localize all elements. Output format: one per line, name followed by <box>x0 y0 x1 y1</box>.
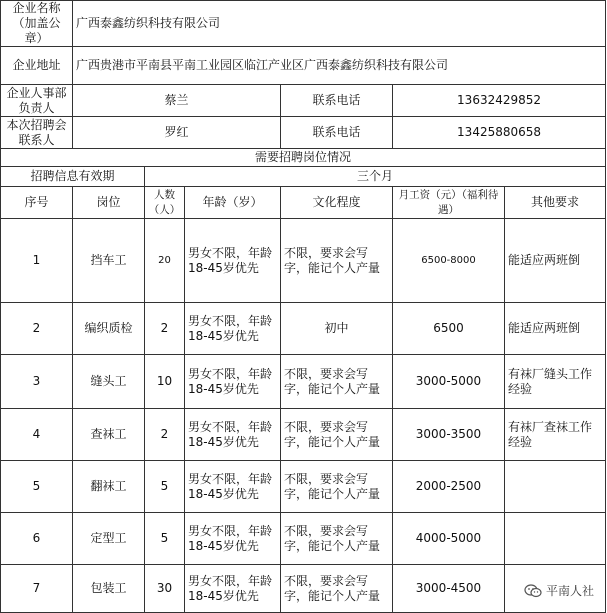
row-no: 5 <box>1 461 73 513</box>
table-row <box>1 513 606 565</box>
company-address-value: 广西贵港市平南县平南工业园区临江产业区广西泰鑫纺织科技有限公司 <box>73 47 606 85</box>
watermark-text: 平南人社 <box>545 584 594 598</box>
row-post: 查袜工 <box>73 409 145 461</box>
header-edu: 文化程度 <box>281 187 393 219</box>
table-row <box>1 565 606 613</box>
row-salary: 3000-4500 <box>393 565 505 613</box>
row-other <box>505 461 606 513</box>
row-count: 30 <box>145 565 185 613</box>
row-edu: 不限，要求会写字，能记个人产量 <box>281 355 393 409</box>
row-count: 20 <box>145 219 185 303</box>
row-no: 6 <box>1 513 73 565</box>
row-age: 男女不限，年龄18-45岁优先 <box>185 461 281 513</box>
row-other: 能适应两班倒 <box>505 219 606 303</box>
company-address-label: 企业地址 <box>1 47 73 85</box>
row-count: 5 <box>145 461 185 513</box>
header-salary: 月工资（元）（福利待遇） <box>393 187 505 219</box>
table-row <box>1 409 606 461</box>
header-other: 其他要求 <box>505 187 606 219</box>
table-row <box>1 303 606 355</box>
row-count: 2 <box>145 409 185 461</box>
row-edu: 不限，要求会写字，能记个人产量 <box>281 565 393 613</box>
watermark <box>521 581 597 600</box>
row-age: 男女不限，年龄18-45岁优先 <box>185 219 281 303</box>
row-other <box>505 513 606 565</box>
row-other: 能适应两班倒 <box>505 303 606 355</box>
row-salary: 3000-5000 <box>393 355 505 409</box>
company-address-row <box>1 47 606 85</box>
company-name-label: 企业名称（加盖公章） <box>1 1 73 47</box>
hr-label: 企业人事部负责人 <box>1 85 73 117</box>
row-salary: 3000-3500 <box>393 409 505 461</box>
table-row <box>1 219 606 303</box>
validity-label: 招聘信息有效期 <box>1 167 145 187</box>
header-no: 序号 <box>1 187 73 219</box>
hr-phone-label: 联系电话 <box>281 85 393 117</box>
row-post: 挡车工 <box>73 219 145 303</box>
row-count: 2 <box>145 303 185 355</box>
wechat-icon <box>524 584 542 598</box>
row-edu: 初中 <box>281 303 393 355</box>
header-age: 年龄（岁） <box>185 187 281 219</box>
row-post: 包装工 <box>73 565 145 613</box>
row-edu: 不限，要求会写字，能记个人产量 <box>281 513 393 565</box>
row-count: 5 <box>145 513 185 565</box>
row-no: 1 <box>1 219 73 303</box>
row-edu: 不限，要求会写字，能记个人产量 <box>281 219 393 303</box>
row-salary: 6500-8000 <box>393 219 505 303</box>
row-no: 2 <box>1 303 73 355</box>
hr-name: 蔡兰 <box>73 85 281 117</box>
table-row <box>1 355 606 409</box>
row-salary: 6500 <box>393 303 505 355</box>
validity-row <box>1 167 606 187</box>
row-count: 10 <box>145 355 185 409</box>
company-name-row <box>1 1 606 47</box>
validity-value: 三个月 <box>145 167 606 187</box>
hr-row <box>1 85 606 117</box>
contact-phone-label: 联系电话 <box>281 117 393 149</box>
row-age: 男女不限，年龄18-45岁优先 <box>185 565 281 613</box>
hr-phone: 13632429852 <box>393 85 606 117</box>
contact-label: 本次招聘会联系人 <box>1 117 73 149</box>
row-age: 男女不限，年龄18-45岁优先 <box>185 409 281 461</box>
row-age: 男女不限，年龄18-45岁优先 <box>185 355 281 409</box>
header-row <box>1 187 606 219</box>
table-row <box>1 461 606 513</box>
contact-name: 罗红 <box>73 117 281 149</box>
row-salary: 2000-2500 <box>393 461 505 513</box>
row-other: 有袜厂查袜工作经验 <box>505 409 606 461</box>
section-title-row <box>1 149 606 167</box>
row-no: 3 <box>1 355 73 409</box>
company-name-value: 广西泰鑫纺织科技有限公司 <box>73 1 606 47</box>
row-no: 4 <box>1 409 73 461</box>
row-post: 编织质检 <box>73 303 145 355</box>
row-post: 缝头工 <box>73 355 145 409</box>
row-age: 男女不限，年龄18-45岁优先 <box>185 513 281 565</box>
contact-row <box>1 117 606 149</box>
header-count: 人数（人） <box>145 187 185 219</box>
section-title: 需要招聘岗位情况 <box>1 149 606 167</box>
contact-phone: 13425880658 <box>393 117 606 149</box>
row-no: 7 <box>1 565 73 613</box>
row-post: 翻袜工 <box>73 461 145 513</box>
header-post: 岗位 <box>73 187 145 219</box>
row-edu: 不限，要求会写字，能记个人产量 <box>281 461 393 513</box>
row-other: 有袜厂缝头工作经验 <box>505 355 606 409</box>
row-age: 男女不限，年龄18-45岁优先 <box>185 303 281 355</box>
row-edu: 不限，要求会写字，能记个人产量 <box>281 409 393 461</box>
row-post: 定型工 <box>73 513 145 565</box>
row-salary: 4000-5000 <box>393 513 505 565</box>
